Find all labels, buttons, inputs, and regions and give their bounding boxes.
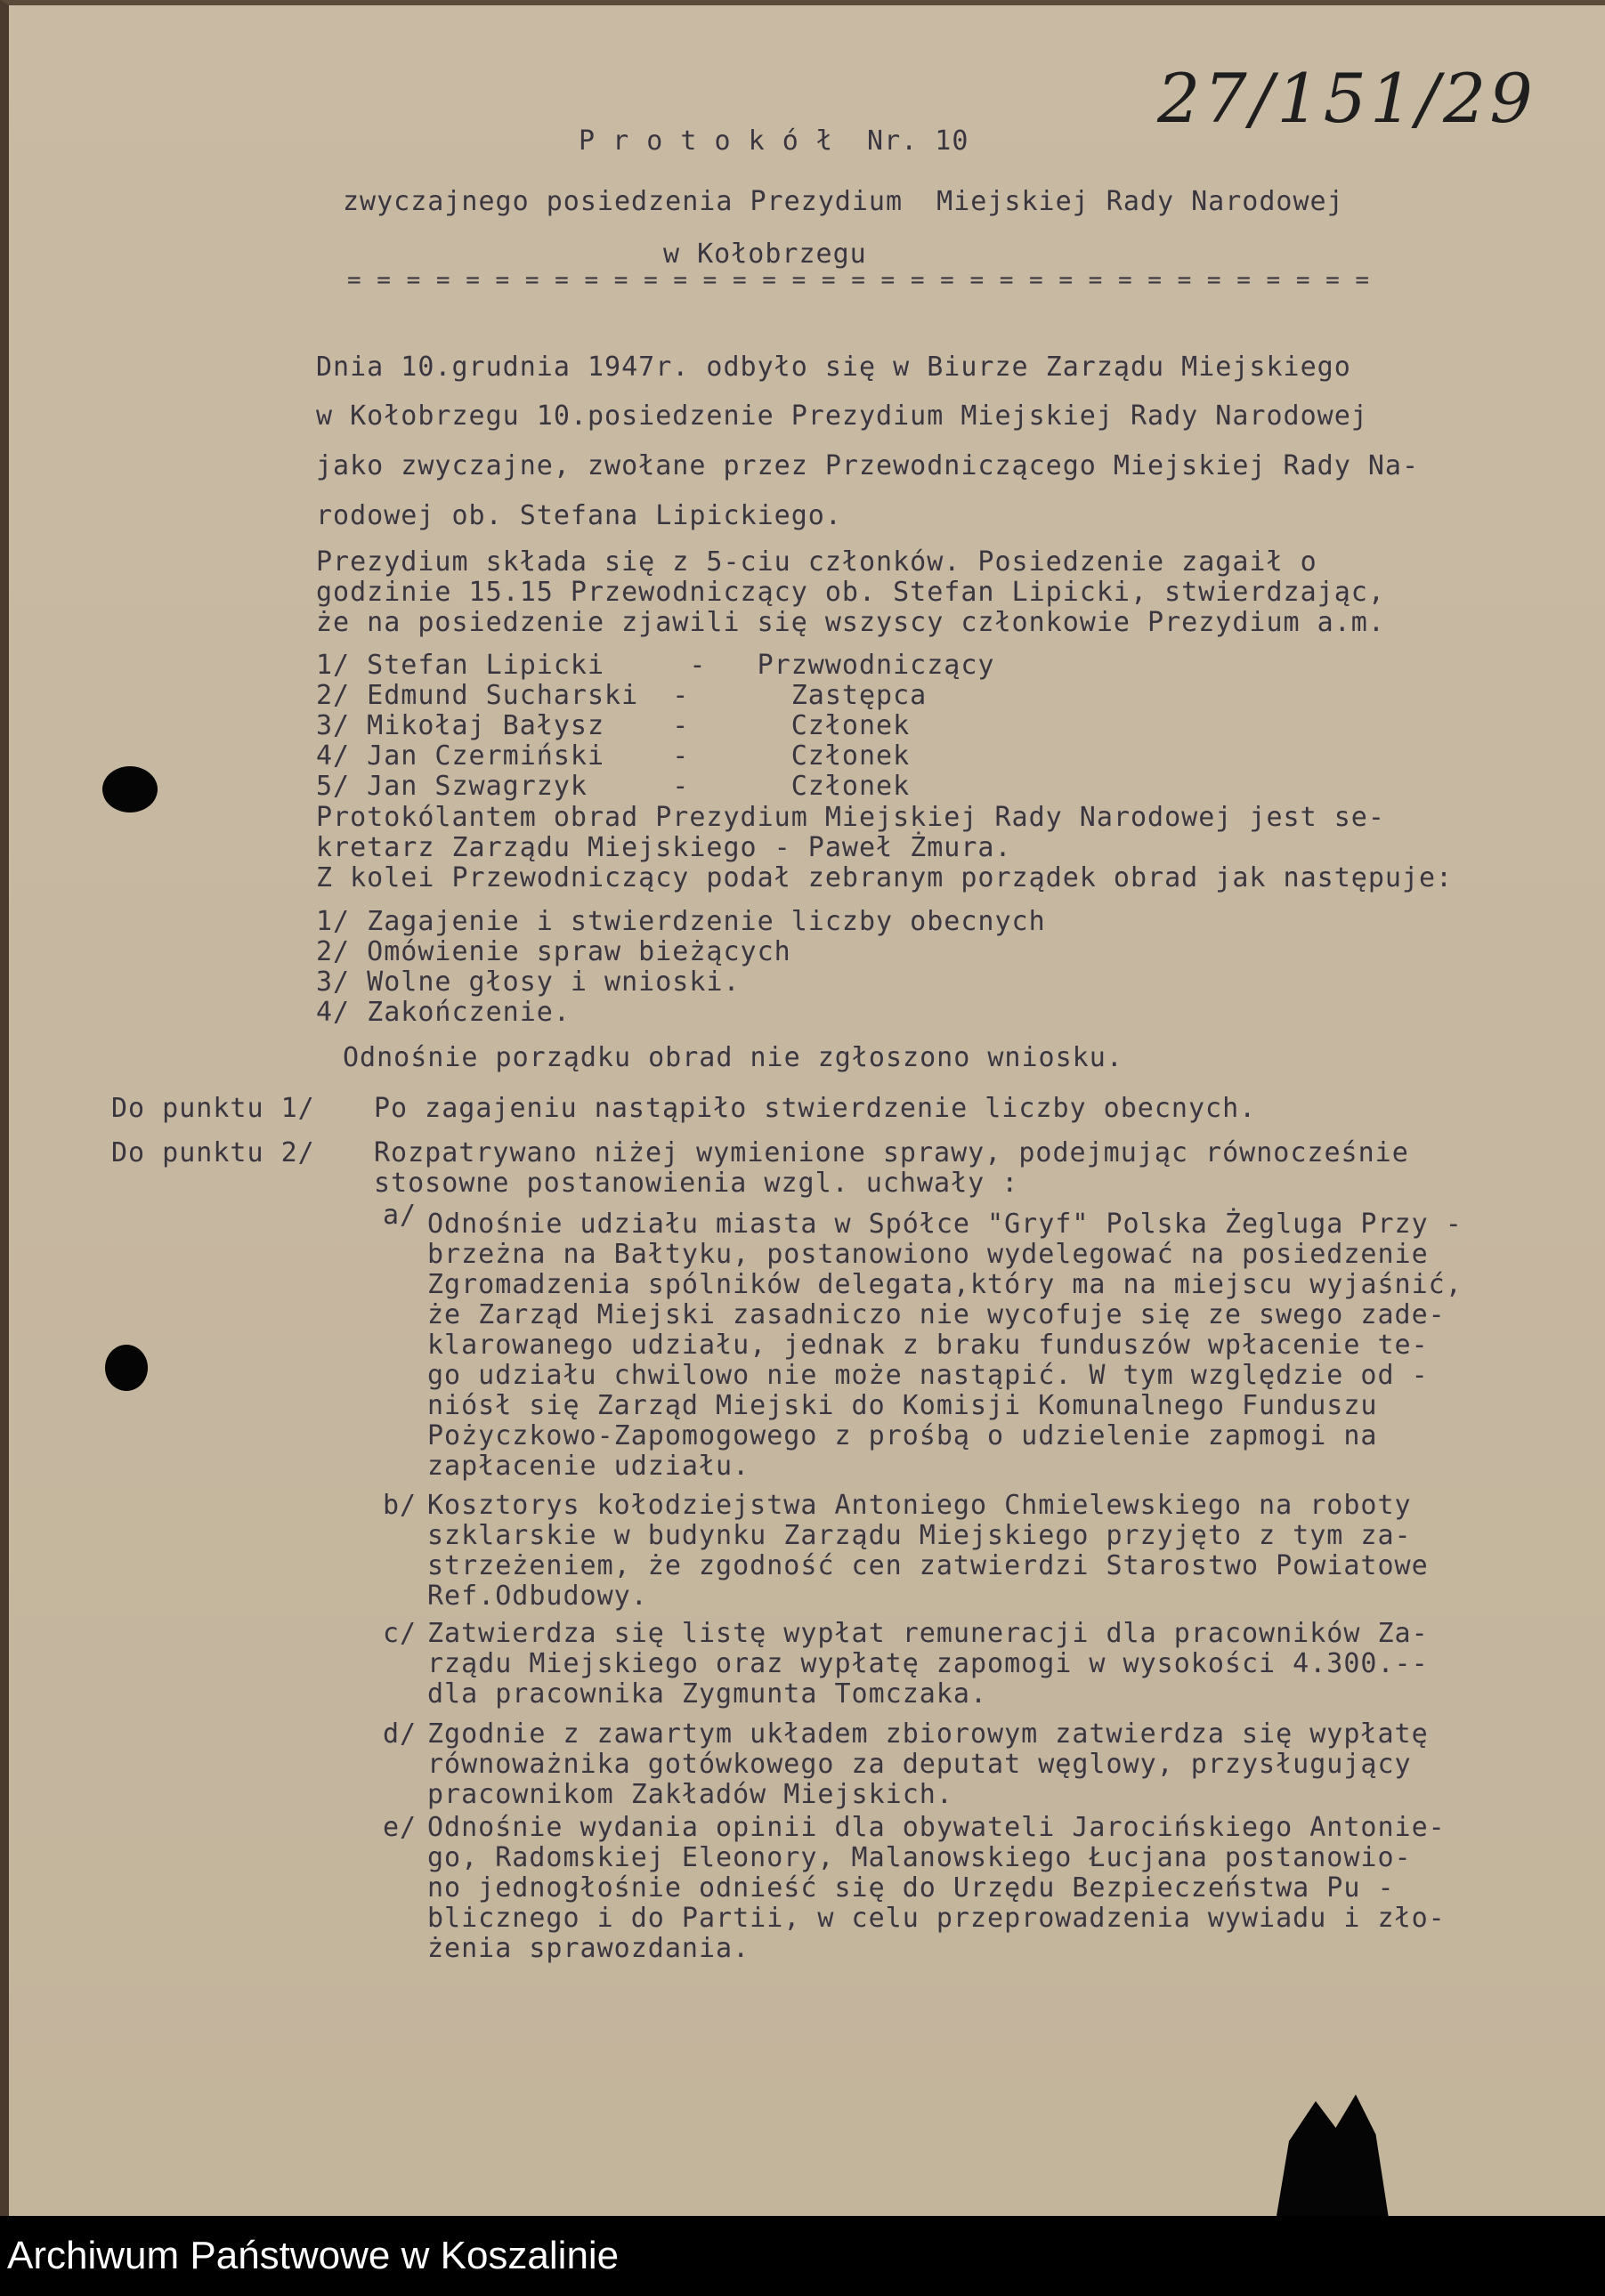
item-line: Zatwierdza się listę wypłat remuneracji dla pracowników Za- (427, 1618, 1429, 1649)
document-subtitle-line1: zwyczajnego posiedzenia Prezydium Miejskiej Rady Narodowej (343, 186, 1344, 217)
item-line: równoważnika gotówkowego za deputat węglowy, przysługujący (427, 1749, 1412, 1780)
member-row: 2/ Edmund Sucharski - Zastępca (316, 680, 928, 711)
item-line: szklarskie w budynku Zarządu Miejskiego przyjęto z tym za- (427, 1520, 1412, 1551)
secretary-line: Protokólantem obrad Prezydium Miejskiej Rady Narodowej jest se- (316, 802, 1385, 833)
item-line: pracownikom Zakładów Miejskich. (427, 1779, 953, 1810)
document-subtitle-line2: w Kołobrzegu (663, 238, 867, 270)
archive-footer: Archiwum Państwowe w Koszalinie (0, 2216, 1605, 2296)
member-row: 4/ Jan Czermiński - Członek (316, 740, 911, 772)
point2-label: Do punktu 2/ (111, 1137, 315, 1168)
member-row: 1/ Stefan Lipicki - Przwwodniczący (316, 650, 995, 681)
handwritten-reference-number: 27/151/29 (1157, 59, 1536, 138)
item-line: że Zarząd Miejski zasadniczo nie wycofuje się ze swego zade- (427, 1299, 1446, 1330)
punch-hole-upper (102, 766, 158, 812)
item-line: rządu Miejskiego oraz wypłatę zapomogi w wysokości 4.300.-- (427, 1648, 1429, 1679)
item-line: Zgromadzenia spólników delegata,który ma na miejscu wyjaśnić, (427, 1269, 1463, 1300)
item-line: niósł się Zarząd Miejski do Komisji Komunalnego Funduszu (427, 1390, 1378, 1421)
item-line: zapłacenie udziału. (427, 1451, 750, 1482)
item-marker: b/ (383, 1490, 417, 1521)
member-row: 5/ Jan Szwagrzyk - Członek (316, 771, 911, 802)
agenda-item: 1/ Zagajenie i stwierdzenie liczby obecnych (316, 906, 1046, 937)
composition-line: Prezydium składa się z 5-ciu członków. Posiedzenie zagaił o (316, 546, 1317, 578)
no-motion-note: Odnośnie porządku obrad nie zgłoszono wniosku. (343, 1042, 1123, 1073)
item-marker: c/ (383, 1618, 417, 1649)
agenda-item: 3/ Wolne głosy i wnioski. (316, 966, 741, 998)
item-line: Odnośnie wydania opinii dla obywateli Jarocińskiego Antonie- (427, 1812, 1446, 1843)
secretary-line: kretarz Zarządu Miejskiego - Paweł Żmura. (316, 832, 1012, 863)
item-line: strzeżeniem, że zgodność cen zatwierdzi Starostwo Powiatowe (427, 1550, 1429, 1581)
agenda-item: 2/ Omówienie spraw bieżących (316, 936, 791, 967)
item-line: Pożyczkowo-Zapomogowego z prośbą o udzielenie zapmogi na (427, 1420, 1378, 1451)
item-line: Odnośnie udziału miasta w Spółce "Gryf" Polska Żegluga Przy - (427, 1209, 1463, 1240)
item-marker: d/ (383, 1718, 417, 1750)
point1-label: Do punktu 1/ (111, 1093, 315, 1124)
title-separator: = = = = = = = = = = = = = = = = = = = = = = = = = = = = = = = = = = = (347, 267, 1371, 294)
intro-line: Dnia 10.grudnia 1947r. odbyło się w Biurze Zarządu Miejskiego (316, 352, 1351, 383)
item-marker: e/ (383, 1812, 417, 1843)
intro-line: rodowej ob. Stefana Lipickiego. (316, 500, 842, 531)
item-line: klarowanego udziału, jednak z braku funduszów wpłacenie te- (427, 1330, 1429, 1361)
point2-line: Rozpatrywano niżej wymienione sprawy, podejmując równocześnie (374, 1137, 1409, 1168)
composition-line: godzinie 15.15 Przewodniczący ob. Stefan Lipicki, stwierdzając, (316, 577, 1385, 608)
intro-line: w Kołobrzegu 10.posiedzenie Prezydium Miejskiej Rady Narodowej (316, 400, 1368, 432)
document-title: P r o t o k ó ł Nr. 10 (579, 125, 969, 157)
point1-text: Po zagajeniu nastąpiło stwierdzenie liczby obecnych. (374, 1093, 1257, 1124)
item-line: żenia sprawozdania. (427, 1933, 750, 1964)
composition-line: że na posiedzenie zjawili się wszyscy członkowie Prezydium a.m. (316, 607, 1385, 638)
item-line: blicznego i do Partii, w celu przeprowadzenia wywiadu i zło- (427, 1903, 1446, 1934)
member-row: 3/ Mikołaj Bałysz - Członek (316, 710, 911, 741)
item-line: no jednogłośnie odnieść się do Urzędu Bezpieczeństwa Pu - (427, 1872, 1395, 1904)
item-line: Zgodnie z zawartym układem zbiorowym zatwierdza się wypłatę (427, 1718, 1429, 1750)
torn-paper-edge (1262, 2088, 1396, 2221)
item-line: go, Radomskiej Eleonory, Malanowskiego Łucjana postanowio- (427, 1842, 1412, 1873)
item-line: brzeżna na Bałtyku, postanowiono wydelegować na posiedzenie (427, 1239, 1429, 1270)
punch-hole-lower (105, 1345, 148, 1391)
item-line: go udziału chwilowo nie może nastąpić. W tym względzie od - (427, 1360, 1429, 1391)
item-line: dla pracownika Zygmunta Tomczaka. (427, 1678, 988, 1710)
agenda-item: 4/ Zakończenie. (316, 997, 571, 1028)
item-line: Kosztorys kołodziejstwa Antoniego Chmielewskiego na roboty (427, 1490, 1412, 1521)
secretary-line: Z kolei Przewodniczący podał zebranym porządek obrad jak następuje: (316, 862, 1454, 893)
point2-line: stosowne postanowienia wzgl. uchwały : (374, 1168, 1019, 1199)
item-marker: a/ (383, 1200, 417, 1231)
item-line: Ref.Odbudowy. (427, 1581, 648, 1612)
intro-line: jako zwyczajne, zwołane przez Przewodniczącego Miejskiej Rady Na- (316, 450, 1419, 481)
